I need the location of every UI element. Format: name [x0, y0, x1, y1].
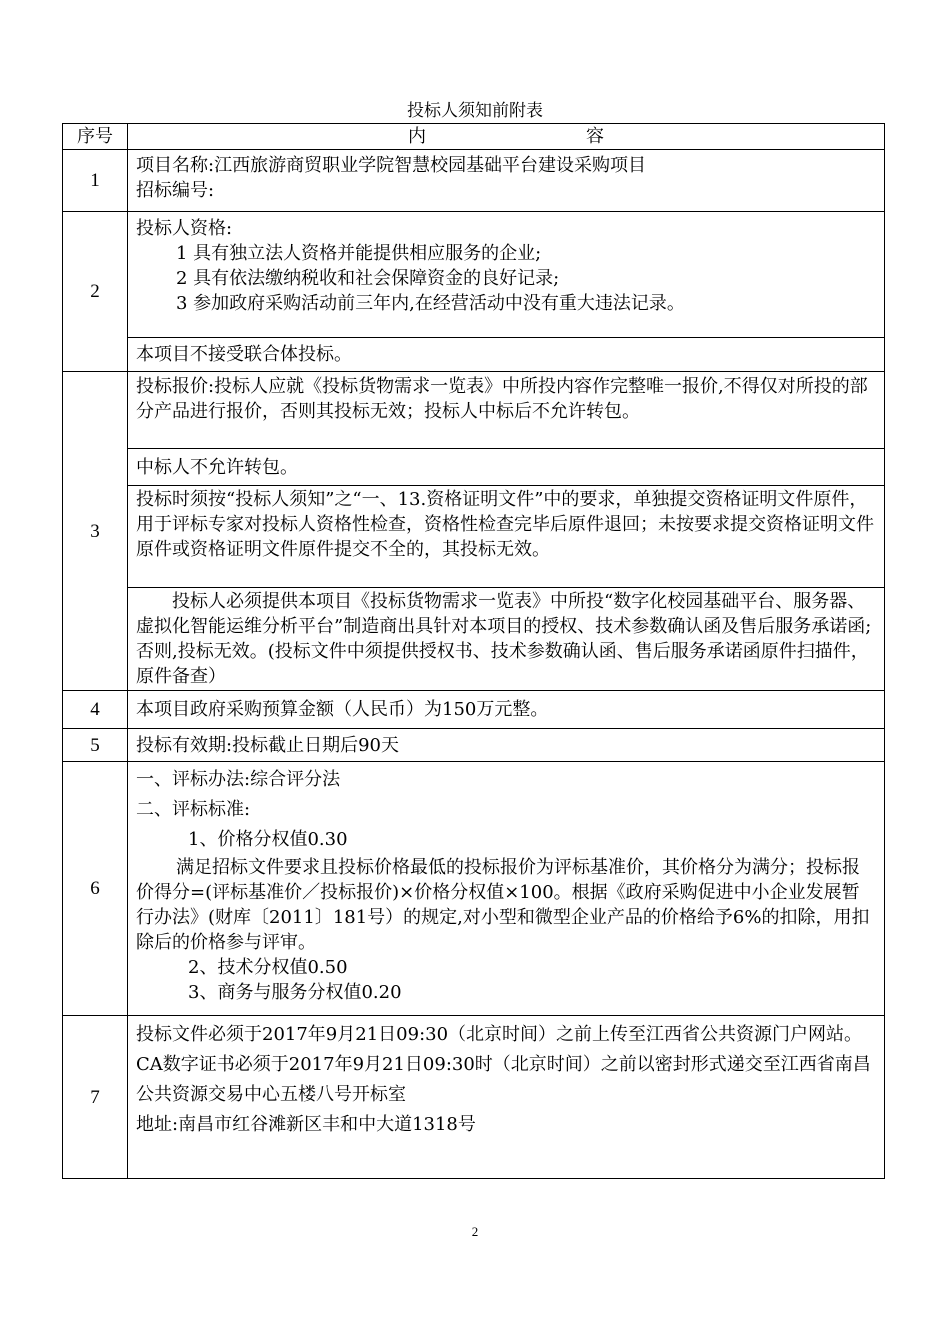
qualification-intro: 投标人资格: — [136, 218, 233, 239]
business-weight: 3、商务与服务分权值0.20 — [188, 982, 402, 1003]
no-transfer-clause: 中标人不允许转包。 — [128, 449, 885, 486]
row-number: 2 — [63, 212, 128, 372]
ca-certificate-deadline: CA数字证书必须于2017年9月21日09:30时（北京时间）之前以密封形式递交至江西省南昌公共资源交易中心五楼八号开标室 — [136, 1054, 871, 1105]
table-row-2b — [63, 338, 885, 372]
upload-deadline: 投标文件必须于2017年9月21日09:30（北京时间）之前上传至江西省公共资源门户网站。 — [136, 1024, 863, 1045]
table-row-5 — [63, 729, 885, 762]
row-number: 3 — [63, 372, 128, 691]
header-content-b: 容 — [586, 126, 604, 147]
table-header-row — [63, 124, 885, 150]
row-content — [128, 212, 885, 338]
row-number: 6 — [63, 762, 128, 1016]
row-number: 7 — [63, 1016, 128, 1179]
page-title: 投标人须知前附表 — [407, 101, 543, 121]
row-content — [128, 762, 885, 1016]
manufacturer-authorization-clause: 投标人必须提供本项目《投标货物需求一览表》中所投“数字化校园基础平台、服务器、虚拟化智能运维分析平台”制造商出具针对本项目的授权、技术参数确认函及售后服务承诺函;否则,投标无效。(投标文件中须提供授权书、技术参数确认函、售后服务承诺函原件扫描件，原件备查） — [128, 588, 885, 691]
evaluation-method: 一、评标办法:综合评分法 — [136, 769, 341, 790]
qualification-docs-clause: 投标时须按“投标人须知”之“一、13.资格证明文件”中的要求，单独提交资格证明文件原件，用于评标专家对投标人资格性检查，资格性检查完毕后原件退回；未按要求提交资格证明文件原件或资格证明文件原件提交不全的，其投标无效。 — [128, 486, 885, 588]
qualification-item: 3 参加政府采购活动前三年内,在经营活动中没有重大违法记录。 — [176, 293, 685, 314]
row-number: 1 — [63, 150, 128, 212]
qualification-item: 1 具有独立法人资格并能提供相应服务的企业; — [176, 243, 542, 264]
table-row-7 — [63, 1016, 885, 1179]
price-weight: 1、价格分权值0.30 — [188, 829, 348, 850]
technical-weight: 2、技术分权值0.50 — [188, 957, 348, 978]
row-number: 5 — [63, 729, 128, 762]
table-row-3d — [63, 588, 885, 691]
consortium-note: 本项目不接受联合体投标。 — [128, 338, 885, 372]
table-row-4 — [63, 691, 885, 729]
price-scoring-rule: 满足招标文件要求且投标价格最低的投标报价为评标基准价，其价格分为满分；投标报价得分=(评标基准价／投标报价)×价格分权值×100。根据《政府采购促进中小企业发展暂行办法》(财库〔2011〕181号）的规定,对小型和微型企业产品的价格给予6%的扣除，用扣除后的价格参与评审。 — [136, 857, 870, 953]
header-number: 序号 — [63, 124, 128, 150]
venue-address: 地址:南昌市红谷滩新区丰和中大道1318号 — [136, 1114, 476, 1135]
bidder-instructions-table — [62, 123, 885, 1179]
row-content — [128, 150, 885, 212]
tender-number: 招标编号: — [136, 180, 215, 201]
header-content-a: 内 — [408, 126, 426, 147]
table-row-1 — [63, 150, 885, 212]
table-row-3c — [63, 486, 885, 588]
header-content — [128, 124, 885, 150]
table-row-6 — [63, 762, 885, 1016]
table-row-3 — [63, 372, 885, 449]
page-number: 2 — [471, 1224, 479, 1239]
project-name: 项目名称:江西旅游商贸职业学院智慧校园基础平台建设采购项目 — [136, 155, 647, 176]
row-number: 4 — [63, 691, 128, 729]
budget-amount: 本项目政府采购预算金额（人民币）为150万元整。 — [128, 691, 885, 729]
table-row-2 — [63, 212, 885, 338]
bid-validity: 投标有效期:投标截止日期后90天 — [128, 729, 885, 762]
row-content — [128, 1016, 885, 1179]
evaluation-criteria: 二、评标标准: — [136, 799, 251, 820]
qualification-item: 2 具有依法缴纳税收和社会保障资金的良好记录; — [176, 268, 560, 289]
bid-price-clause: 投标报价:投标人应就《投标货物需求一览表》中所投内容作完整唯一报价,不得仅对所投的部分产品进行报价，否则其投标无效；投标人中标后不允许转包。 — [128, 372, 885, 449]
table-row-3b — [63, 449, 885, 486]
